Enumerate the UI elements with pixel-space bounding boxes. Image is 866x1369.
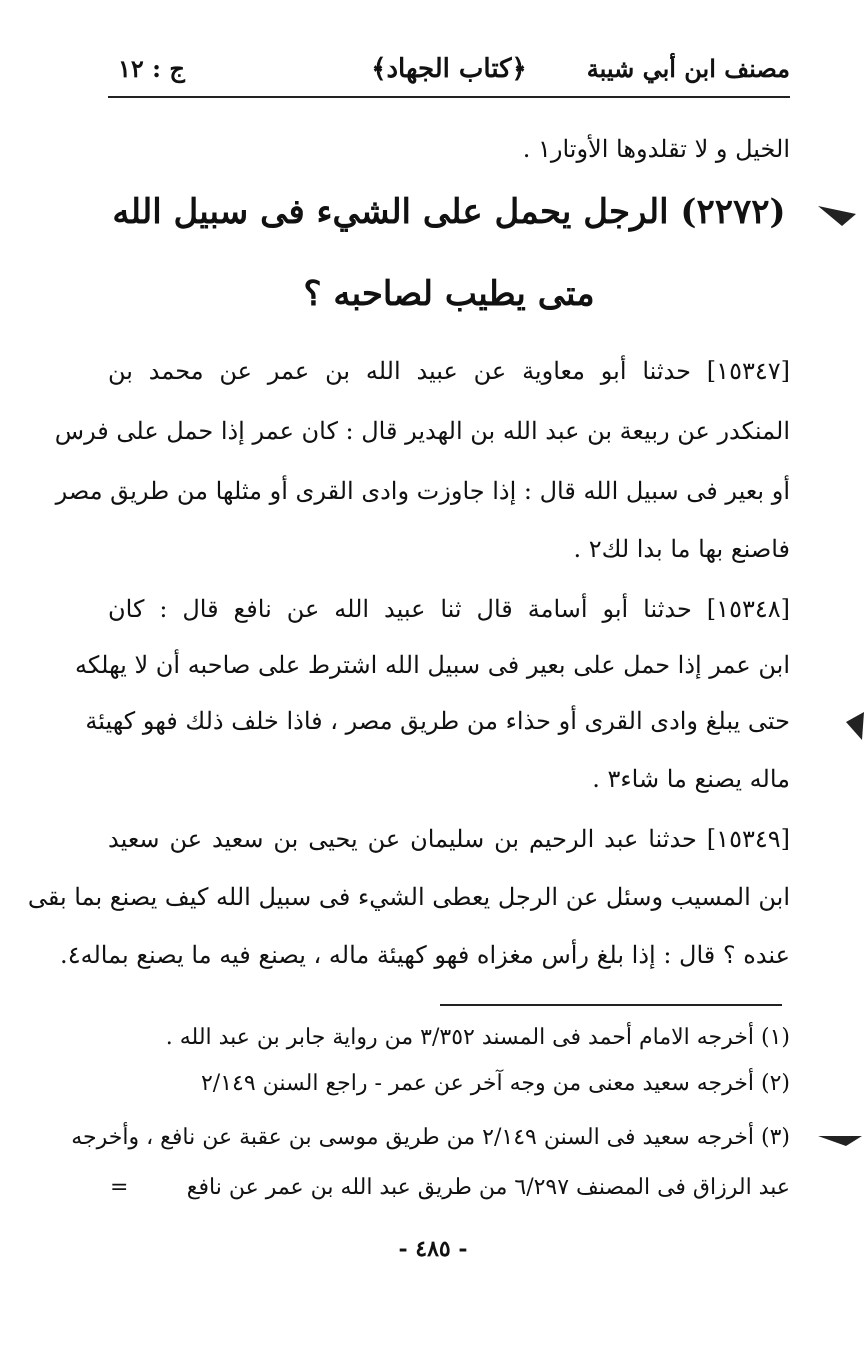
margin-mark-icon — [818, 1136, 862, 1146]
section-title: ﴿كتاب الجهاد﴾ — [371, 54, 527, 84]
hadith-line: [١٥٣٤٩] حدثنا عبد الرحيم بن سليمان عن يحيى بن سعيد عن سعيد — [108, 825, 790, 853]
chapter-heading-continued: متى يطيب لصاحبه ؟ — [303, 274, 595, 314]
hadith-line: عنده ؟ قال : إذا بلغ رأس مغزاه فهو كهيئة ماله ، يصنع فيه ما يصنع بماله٤. — [60, 941, 790, 969]
hadith-line: ابن المسيب وسئل عن الرجل يعطى الشيء فى سبيل الله كيف يصنع بما بقى — [27, 883, 790, 911]
margin-mark-icon — [846, 712, 864, 740]
page-number: - ٤٨٥ - — [398, 1236, 468, 1262]
margin-mark-icon — [818, 206, 856, 226]
hadith-line: [١٥٣٤٧] حدثنا أبو معاوية عن عبيد الله بن عمر عن محمد بن — [108, 357, 790, 385]
footnote: (٢) أخرجه سعيد معنى من وجه آخر عن عمر - راجع السنن ٢/١٤٩ — [200, 1071, 790, 1096]
footnote-continued: عبد الرزاق فى المصنف ٦/٢٩٧ من طريق عبد الله بن عمر عن نافع — [186, 1175, 790, 1200]
hadith-line: فاصنع بها ما بدا لك٢ . — [573, 535, 790, 563]
footnote: (٣) أخرجه سعيد فى السنن ٢/١٤٩ من طريق موسى بن عقبة عن نافع ، وأخرجه — [71, 1125, 790, 1150]
chapter-heading: (٢٢٧٢) الرجل يحمل على الشيء فى سبيل الله — [112, 192, 786, 232]
continuation-mark: = — [110, 1175, 129, 1200]
hadith-line: ماله يصنع ما شاء٣ . — [592, 765, 790, 793]
hadith-line: المنكدر عن ربيعة بن عبد الله بن الهدير قال : كان عمر إذا حمل على فرس — [54, 417, 790, 445]
volume-number: ج : ١٢ — [118, 54, 185, 83]
hadith-line: [١٥٣٤٨] حدثنا أبو أسامة قال ثنا عبيد الله عن نافع قال : كان — [108, 595, 790, 623]
text-line: الخيل و لا تقلدوها الأوتار١ . — [522, 135, 790, 163]
hadith-line: ابن عمر إذا حمل على بعير فى سبيل الله اشترط على صاحبه أن لا يهلكه — [75, 651, 790, 679]
book-title: مصنف ابن أبي شيبة — [586, 54, 790, 83]
footnote: (١) أخرجه الامام أحمد فى المسند ٣/٣٥٢ من رواية جابر بن عبد الله . — [165, 1025, 790, 1050]
hadith-line: أو بعير فى سبيل الله قال : إذا جاوزت وادى القرى أو مثلها من طريق مصر — [55, 477, 790, 505]
hadith-line: حتى يبلغ وادى القرى أو حذاء من طريق مصر ، فاذا خلف ذلك فهو كهيئة — [85, 707, 790, 735]
